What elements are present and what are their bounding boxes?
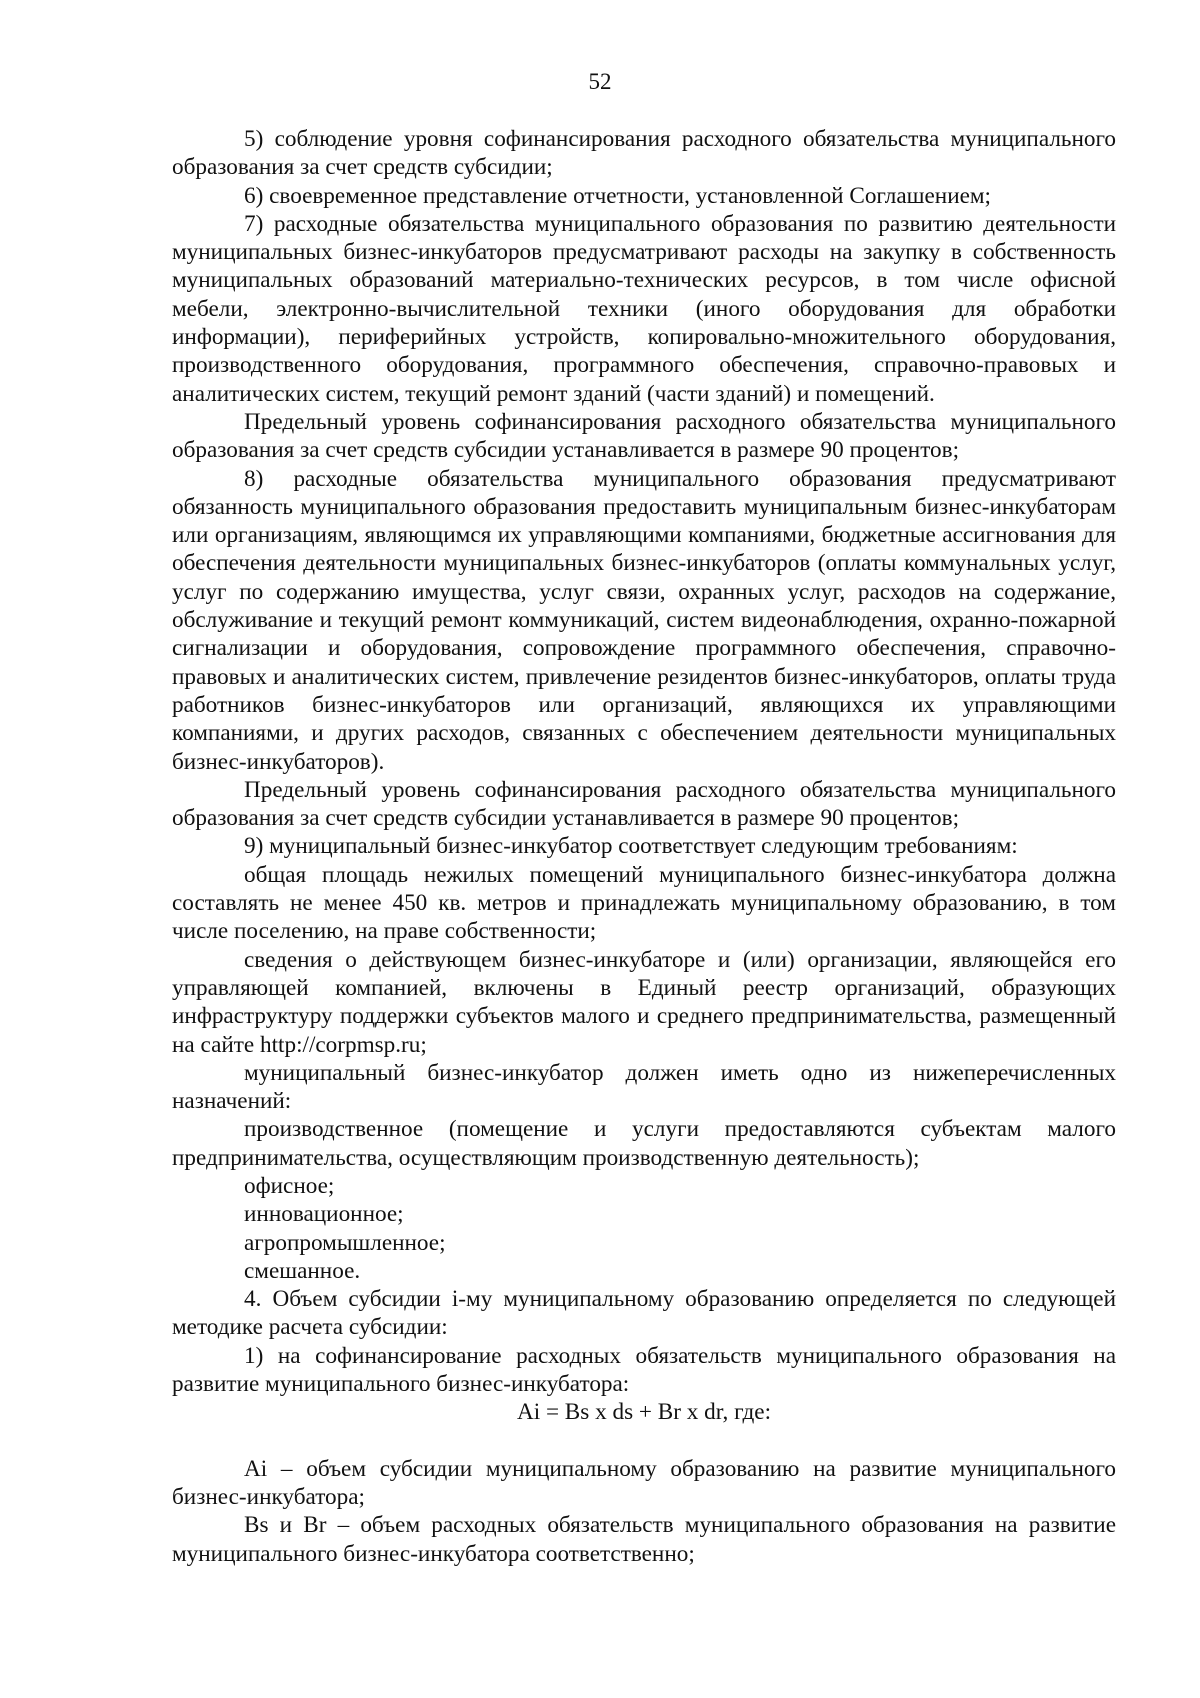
paragraph-purpose-option: смешанное. (244, 1257, 361, 1284)
paragraph-section-4: 4. Объем субсидии i-му муниципальному образованию определяется по следующей методике расчета субсидии: (172, 1286, 1116, 1341)
paragraph-purpose-option: офисное; (244, 1172, 335, 1199)
page-number: 52 (588, 69, 612, 94)
paragraph-item-8: 8) расходные обязательства муниципального образования предусматривают обязанность муниципального образования предоставить муниципальным бизнес-инкубаторам или организациям, являющимся их управляющими компаниями, бюджетные ассигнования для обеспечения деятельности муниципальных бизнес-инкубаторов (оплаты коммунальных услуг, услуг по содержанию имущества, услуг связи, охранных услуг, расходов на содержание, обслуживание и текущий ремонт коммуникаций, систем видеонаблюдения, охранно-пожарной сигнализации и оборудования, сопровождение программного обеспечения, справочно-правовых и аналитических систем, привлечение резидентов бизнес-инкубаторов, оплаты труда работников бизнес-инкубаторов или организаций, являющихся их управляющими компаниями, и других расходов, связанных с обеспечением деятельности муниципальных бизнес-инкубаторов). (172, 465, 1116, 775)
paragraph-item-9: 9) муниципальный бизнес-инкубатор соответствует следующим требованиям: (244, 833, 1018, 860)
paragraph-purpose-option: агропромышленное; (244, 1229, 446, 1256)
paragraph-purpose-option: инновационное; (244, 1201, 404, 1228)
document-body (172, 125, 1116, 1568)
definition-bs-br: Bs и Br – объем расходных обязательств муниципального образования на развитие муниципального бизнес-инкубатора соответственно; (172, 1512, 1116, 1567)
paragraph-cofinancing-limit: Предельный уровень софинансирования расходного обязательства муниципального образования за счет средств субсидии устанавливается в размере 90 процентов; (172, 408, 1116, 464)
paragraph-cofinancing-limit: Предельный уровень софинансирования расходного обязательства муниципального образования за счет средств субсидии устанавливается в размере 90 процентов; (172, 776, 1116, 832)
paragraph-item-7: 7) расходные обязательства муниципального образования по развитию деятельности муниципальных бизнес-инкубаторов предусматривают расходы на закупку в собственность муниципальных образований материально-технических ресурсов, в том числе офисной мебели, электронно-вычислительной техники (иного оборудования для обработки информации), периферийных устройств, копировально-множительного оборудования, производственного оборудования, программного обеспечения, справочно-правовых и аналитических систем, текущий ремонт зданий (части зданий) и помещений. (172, 210, 1116, 407)
paragraph-item-5: 5) соблюдение уровня софинансирования расходного обязательства муниципального образования за счет средств субсидии; (172, 126, 1116, 181)
definition-ai: Ai – объем субсидии муниципальному образованию на развитие муниципального бизнес-инкубатора; (172, 1455, 1116, 1510)
paragraph-requirement: сведения о действующем бизнес-инкубаторе и (или) организации, являющейся его управляющей компанией, включены в Единый реестр организаций, образующих инфраструктуру поддержки субъектов малого и среднего предпринимательства, размещенный на сайте http://corpmsp.ru; (172, 946, 1116, 1058)
paragraph-purpose-option: производственное (помещение и услуги предоставляются субъектам малого предпринимательства, осуществляющим производственную деятельность); (172, 1116, 1116, 1171)
paragraph-requirement: муниципальный бизнес-инкубатор должен иметь одно из нижеперечисленных назначений: (172, 1059, 1116, 1115)
paragraph-requirement: общая площадь нежилых помещений муниципального бизнес-инкубатора должна составлять не менее 450 кв. метров и принадлежать муниципальному образованию, в том числе поселению, на праве собственности; (172, 861, 1116, 945)
paragraph-item-6: 6) своевременное представление отчетности, установленной Соглашением; (244, 182, 992, 209)
paragraph-section-4-item-1: 1) на софинансирование расходных обязательств муниципального образования на развитие муниципального бизнес-инкубатора: (172, 1342, 1116, 1398)
formula: Ai = Bs x ds + Br x dr, где: (516, 1399, 772, 1426)
